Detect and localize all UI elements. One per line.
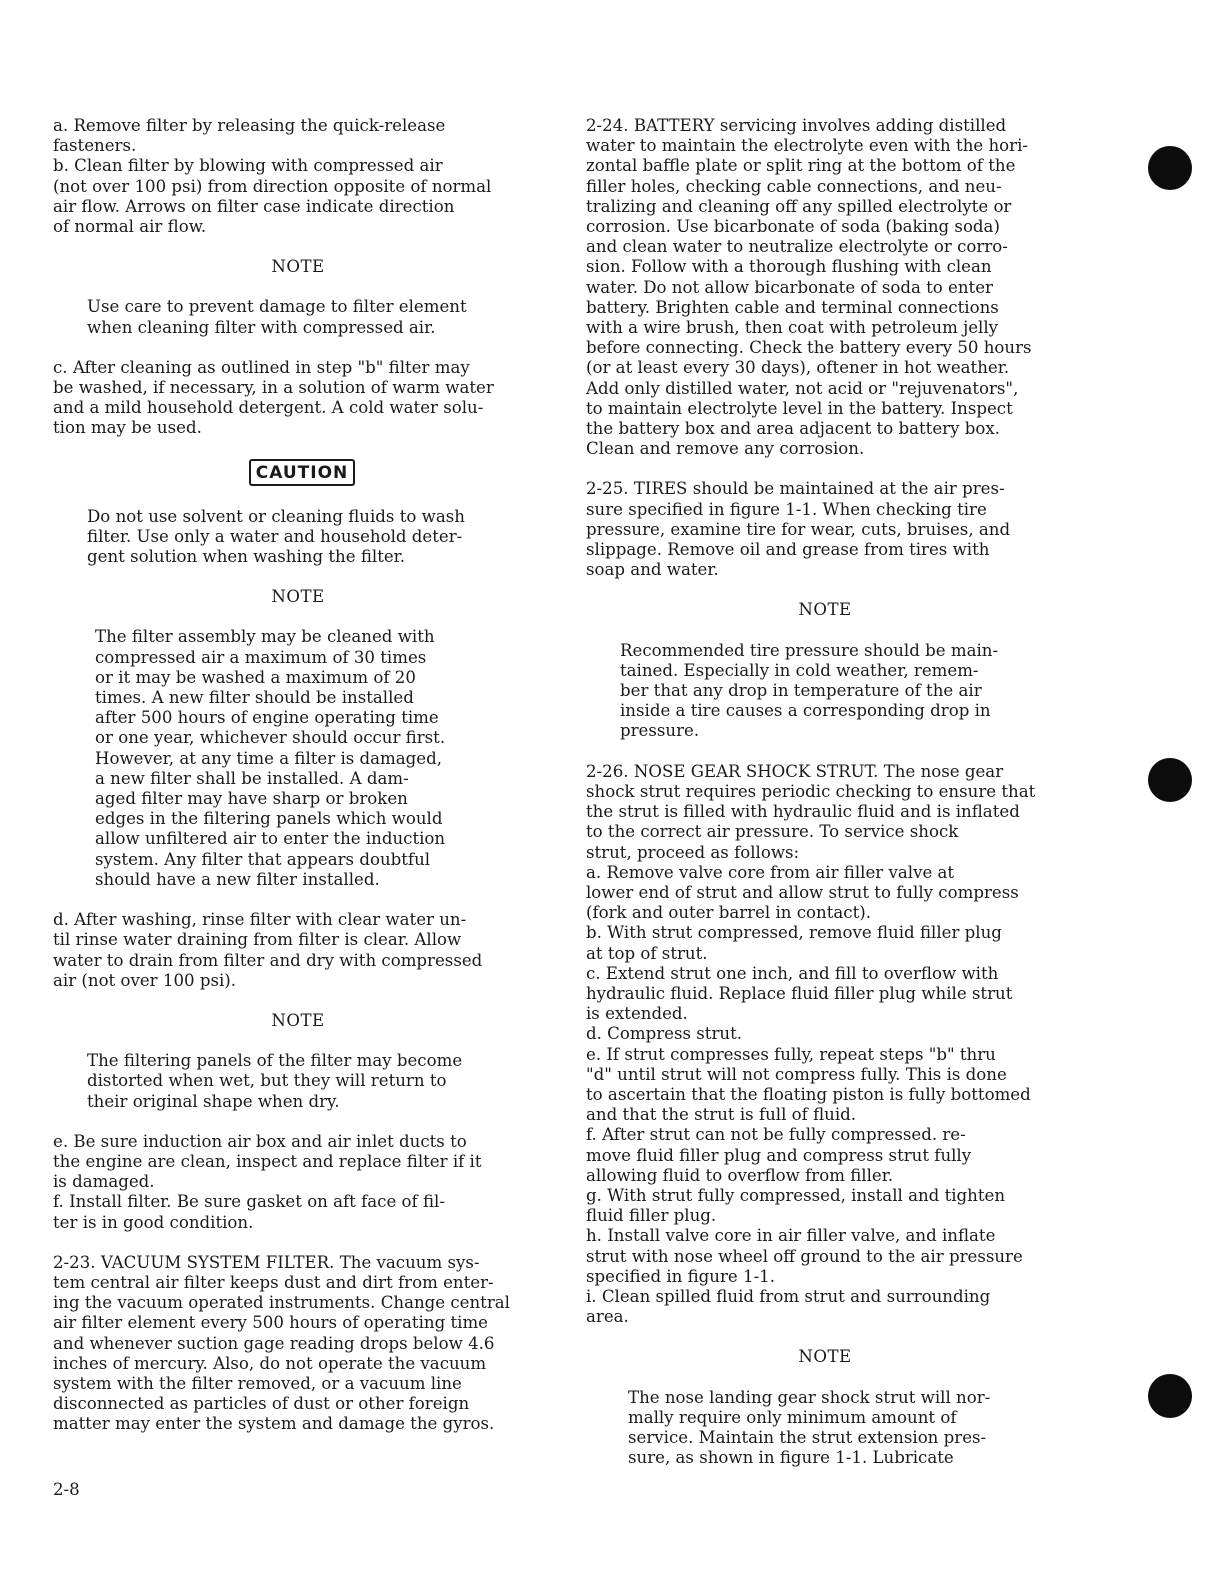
page-number: 2-8 xyxy=(53,1480,80,1499)
strut-step-a: a. Remove valve core from air filler valve at lower end of strut and allow strut to fully compress (fork and outer barrel in contact). xyxy=(586,862,1019,923)
note-heading: NOTE xyxy=(271,1010,325,1030)
strut-step-d: d. Compress strut. xyxy=(586,1024,743,1044)
strut-step-h: h. Install valve core in air filler valve, and inflate strut with nose wheel off ground to the air pressure specified in figure 1-1. xyxy=(586,1226,1023,1286)
right-column xyxy=(586,116,1064,1468)
step-f-install-filter: f. Install filter. Be sure gasket on aft face of fil- ter is in good condition. xyxy=(53,1192,445,1232)
note-text: Use care to prevent damage to filter element when cleaning filter with compressed air. xyxy=(87,297,467,337)
strut-step-i: i. Clean spilled fluid from strut and surrounding area. xyxy=(586,1286,991,1327)
note-heading: NOTE xyxy=(798,600,852,620)
strut-step-b: b. With strut compressed, remove fluid filler plug at top of strut. xyxy=(586,923,1002,963)
paragraph-2-26-nose-gear-shock-strut: 2-26. NOSE GEAR SHOCK STRUT. The nose gear shock strut requires periodic checking to ensure that the strut is filled with hydraulic fluid and is inflated to the correct air pressure. To service shock strut, proceed as follows: xyxy=(586,761,1036,862)
paragraph-2-25-tires: 2-25. TIRES should be maintained at the air pres- sure specified in figure 1-1. When checking tire pressure, examine tire for wear, cuts, bruises, and slippage. Remove oil and grease from tires with soap and water. xyxy=(586,479,1011,580)
note-text: The filtering panels of the filter may become distorted when wet, but they will return to their original shape when dry. xyxy=(87,1051,463,1111)
binder-hole-bottom xyxy=(1148,1374,1192,1418)
left-column xyxy=(53,116,543,1435)
note-text: Recommended tire pressure should be main- tained. Especially in cold weather, remem- ber that any drop in temperature of the air inside a tire causes a corresponding drop in pressure. xyxy=(620,640,999,741)
note-heading: NOTE xyxy=(798,1347,852,1367)
note-heading: NOTE xyxy=(271,257,325,277)
step-e-inspect: e. Be sure induction air box and air inlet ducts to the engine are clean, inspect and replace filter if it is damaged. xyxy=(53,1131,482,1192)
note-text: The filter assembly may be cleaned with compressed air a maximum of 30 times or it may be washed a maximum of 20 times. A new filter should be installed after 500 hours of engine operating time or one year, whichever should occur first. However, at any time a filter is damaged, a new filter shall be installed. A dam- aged filter may have sharp or broken edges in the filtering panels which would allow unfiltered air to enter the induction system. Any filter that appears doubtful should have a new filter installed. xyxy=(95,627,446,889)
caution-text: Do not use solvent or cleaning fluids to wash filter. Use only a water and household deter- gent solution when washing the filter. xyxy=(87,506,465,567)
strut-step-e: e. If strut compresses fully, repeat steps "b" thru "d" until strut will not compress fully. This is done to ascertain that the floating piston is fully bottomed and that the strut is full of fluid. xyxy=(586,1044,1031,1125)
binder-hole-middle xyxy=(1148,758,1192,802)
step-a-filter-removal: a. Remove filter by releasing the quick-release fasteners. xyxy=(53,116,446,156)
strut-step-g: g. With strut fully compressed, install and tighten fluid filler plug. xyxy=(586,1185,1006,1226)
strut-step-f: f. After strut can not be fully compressed. re- move fluid filler plug and compress strut fully allowing fluid to overflow from filler. xyxy=(586,1125,972,1185)
caution-heading xyxy=(53,459,543,491)
step-b-clean-filter: b. Clean filter by blowing with compressed air (not over 100 psi) from direction opposite of normal air flow. Arrows on filter case indicate direction of normal air flow. xyxy=(53,156,492,237)
note-heading: NOTE xyxy=(271,587,325,607)
strut-step-c: c. Extend strut one inch, and fill to overflow with hydraulic fluid. Replace fluid filler plug while strut is extended. xyxy=(586,963,1013,1024)
paragraph-2-23-vacuum-system-filter: 2-23. VACUUM SYSTEM FILTER. The vacuum sys- tem central air filter keeps dust and dirt from enter- ing the vacuum operated instruments. Change central air filter element every 500 hours of operating time and whenever suction gage reading drops below 4.6 inches of mercury. Also, do not operate the vacuum system with the filter removed, or a vacuum line disconnected as particles of dust or other foreign matter may enter the system and damage the gyros. xyxy=(53,1252,510,1434)
step-d-rinse-filter: d. After washing, rinse filter with clear water un- til rinse water draining from filter is clear. Allow water to drain from filter and dry with compressed air (not over 100 psi). xyxy=(53,910,483,990)
paragraph-2-24-battery: 2-24. BATTERY servicing involves adding distilled water to maintain the electrolyte even with the hori- zontal baffle plate or split ring at the bottom of the filler holes, checking cable connections, and neu- tralizing and cleaning off any spilled electrolyte or corrosion. Use bicarbonate of soda (baking soda) and clean water to neutralize electrolyte or corro- sion. Follow with a thorough flushing with clean water. Do not allow bicarbonate of soda to enter battery. Brighten cable and terminal connections with a wire brush, then coat with petroleum jelly before connecting. Check the battery every 50 hours (or at least every 30 days), oftener in hot weather. Add only distilled water, not acid or "rejuvenators", to maintain electrolyte level in the battery. Inspect the battery box and area adjacent to battery box. Clean and remove any corrosion. xyxy=(586,116,1032,459)
step-c-wash-filter: c. After cleaning as outlined in step "b" filter may be washed, if necessary, in a solution of warm water and a mild household detergent. A cold water solu- tion may be used. xyxy=(53,357,494,438)
note-text: The nose landing gear shock strut will nor- mally require only minimum amount of service. Maintain the strut extension pres- sure, as shown in figure 1-1. Lubricate xyxy=(628,1387,991,1468)
binder-hole-top xyxy=(1148,146,1192,190)
caution-badge: CAUTION xyxy=(249,459,356,486)
